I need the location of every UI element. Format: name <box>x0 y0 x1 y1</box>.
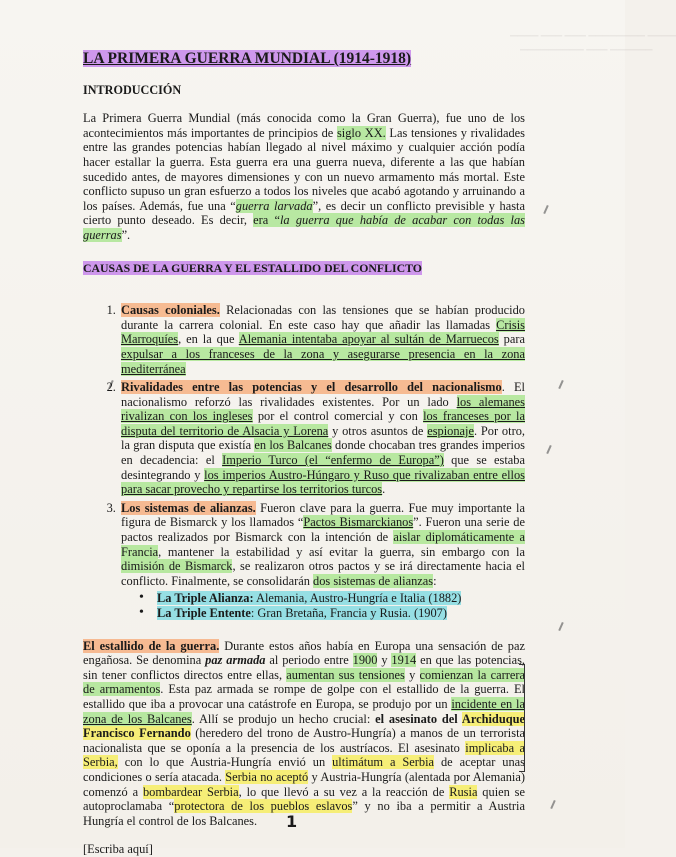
alliance-item: • La Triple Alianza: Alemania, Austro-Hungría e Italia (1882) <box>155 591 525 606</box>
intro-heading: INTRODUCCIÓN <box>83 82 182 97</box>
intro-paragraph: La Primera Guerra Mundial (más conocida como la Gran Guerra), fue uno de los acontecimientos más importantes de principios de siglo XX. Las tensiones y rivalidades entre las grandes potencias habían llegado al nivel máximo y cualquier acción podía hacer estallar la guerra. Esta guerra era una guerra nueva, diferente a las que habían sucedido antes, de mayores dimensiones y con un nuevo armamento más mortal. Este conflicto supuso un gran esfuerzo a todos los niveles que acabó agotando y arruinando a los países. Además, fue una “guerra larvada”, es decir un conflicto previsible y hasta cierto punto deseado. Es decir, era “la guerra que había de acabar con todas las guerras”. <box>83 111 526 242</box>
placeholder-text: [Escriba aquí] <box>83 842 153 857</box>
alliances-list <box>121 591 525 620</box>
page-number: 1 <box>286 812 298 831</box>
causes-heading <box>83 261 525 276</box>
pen-bracket <box>519 664 525 772</box>
estallido-paragraph: El estallido de la guerra. Durante estos años había en Europa una sensación de paz engañosa. Se denomina paz armada al periodo entre 1900 y 1914 en que las potencias, sin tener conflictos directos entre ellas, aumentan sus tensiones y comienzan la carrera de armamentos. Esta paz armada se rompe de golpe con el estallido de la guerra. El estallido que iba a provocar una catástrofe en Europa, se produjo por un incidente en la zona de los Balcanes. Allí se produjo un hecho crucial: el asesinato del Archiduque Francisco Fernando (heredero del trono de Austro-Hungría) a manos de un terrorista nacionalista que se oponía a la presencia de los austríacos. El asesinato implicaba a Serbia, con lo que Austria-Hungría envió un ultimátum a Serbia de aceptar unas condiciones o sería atacada. Serbia no aceptó y Austria-Hungría (alentada por Alemania) comenzó a bombardear Serbia, lo que llevó a su vez a la reacción de Rusia quien se autoproclamaba “protectora de los pueblos eslavos” y no iba a permitir a Austria Hungría el control de los Balcanes. <box>83 638 526 828</box>
cause-item-nationalism: 2. Rivalidades entre las potencias y el desarrollo del nacionalismo. El nacionalismo reforzó las rivalidades existentes. Por un lado los alemanes rivalizan con los ingleses por el control comercial y con los franceses por la disputa del territorio de Alsacia y Lorena y otros asuntos de espionaje. Por otro, la gran disputa que existía en los Balcanes donde chocaban tres grandes imperios en decadencia: el Imperio Turco (el “enfermo de Europa”) que se estaba desintegrando y los imperios Austro-Húngaro y Ruso que rivalizaban entre ellos para sacar provecho y repartirse los territorios turcos. <box>119 380 525 497</box>
causes-heading-text: CAUSAS DE LA GUERRA Y EL ESTALLIDO DEL CONFLICTO <box>83 260 422 275</box>
document-title-text: LA PRIMERA GUERRA MUNDIAL (1914-1918) <box>83 50 412 67</box>
document-body <box>83 52 525 857</box>
bleed-through-text: ────── ─── ───────── <box>520 45 653 56</box>
cause-item-alliances: 3. Los sistemas de alianzas. Fueron clave para la guerra. Fue muy importante la figura de Bismarck y los llamados “Pactos Bismarckianos”. Fueron una serie de pactos realizados por Bismarck con la intención de aislar diplomáticamente a Francia, mantener la estabilidad y así evitar la guerra, sin embargo con la dimisión de Bismarck, se realizaron otros pactos y se irá directamente hacia el conflicto. Finalmente, se consolidarán dos sistemas de alianzas: • La Triple Alianza: Alemania, Austro-Hungría e Italia (1882) • La Triple Entente: Gran Bretaña, Francia y Rusia. (1907) <box>119 501 525 621</box>
document-title <box>83 52 525 67</box>
alliance-item: • La Triple Entente: Gran Bretaña, Francia y Rusia. (1907) <box>155 606 525 621</box>
cause-item-colonial: 1. Causas coloniales. Relacionadas con las tensiones que se habían producido durante la carrera colonial. En este caso hay que añadir las llamadas Crisis Marroquíes, en la que Alemania intentaba apoyar al sultán de Marruecos para expulsar a los franceses de la zona y asegurarse presencia en la zona mediterránea <box>119 303 525 376</box>
bleed-through-text: ──── ──────── ─── ─── ──── <box>510 31 676 42</box>
causes-list <box>83 303 525 620</box>
